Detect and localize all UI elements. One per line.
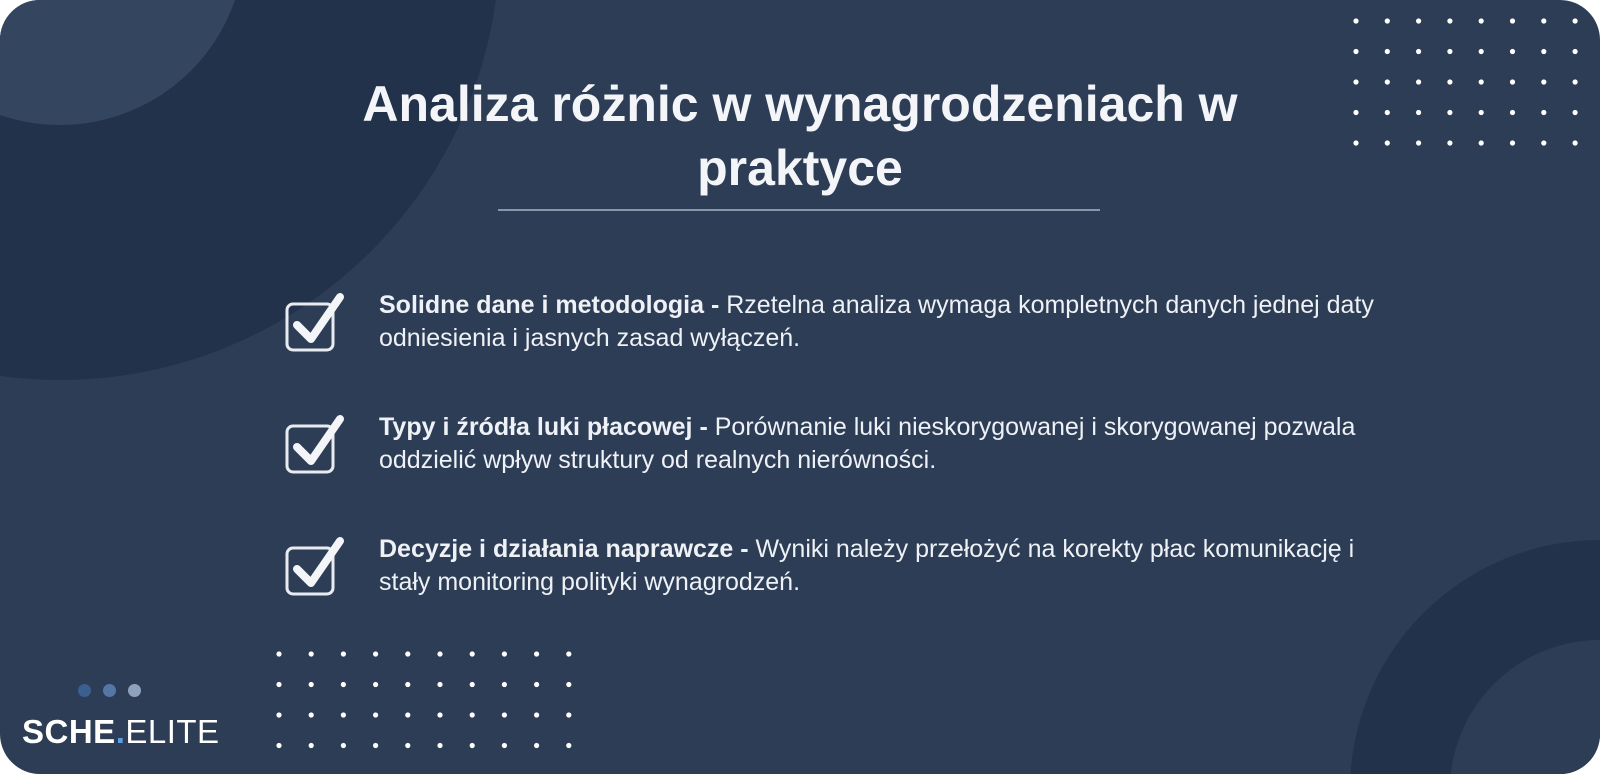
decor-dot: [341, 743, 346, 748]
logo-text-primary: SCHE: [22, 713, 116, 750]
logo-text-dot: .: [115, 713, 126, 750]
checklist-item-text: [379, 533, 1379, 599]
decor-dot: [1385, 18, 1390, 23]
decor-dot: [1510, 110, 1515, 115]
decor-dot: [1510, 79, 1515, 84]
decor-dot: [309, 743, 314, 748]
decor-dot: [405, 712, 410, 717]
checkbox-check-icon: [284, 535, 348, 599]
decor-dot: [1541, 110, 1546, 115]
decor-dot: [276, 682, 281, 687]
decor-dot: [405, 743, 410, 748]
decor-dot: [1479, 49, 1484, 54]
decor-dot: [1510, 49, 1515, 54]
decor-dot: [1447, 18, 1452, 23]
decor-dot: [405, 682, 410, 687]
decor-dot: [1416, 140, 1421, 145]
decor-dot: [437, 651, 442, 656]
decor-dot: [502, 712, 507, 717]
dot-grid-top-right: [1353, 18, 1577, 145]
decor-dot: [1353, 49, 1358, 54]
decor-dot: [1447, 110, 1452, 115]
decor-dot: [437, 743, 442, 748]
decor-dot: [470, 651, 475, 656]
decor-dot: [534, 651, 539, 656]
decor-dot: [437, 712, 442, 717]
checklist-item-heading: Decyzje i działania naprawcze: [379, 535, 734, 563]
decor-dot: [502, 743, 507, 748]
decor-dot: [566, 743, 571, 748]
decor-dot: [502, 682, 507, 687]
decor-dot: [373, 651, 378, 656]
decor-dot: [1541, 18, 1546, 23]
decor-dot: [1353, 140, 1358, 145]
logo-text-secondary: ELITE: [125, 713, 220, 750]
decor-dot: [437, 682, 442, 687]
checklist-item-heading: Typy i źródła luki płacowej: [379, 413, 693, 441]
checklist-item: [284, 289, 1384, 359]
decor-dot: [1479, 110, 1484, 115]
decor-dot: [1573, 140, 1578, 145]
decor-dot: [1447, 79, 1452, 84]
decor-dot: [534, 712, 539, 717]
decor-dot: [1541, 79, 1546, 84]
decor-dot: [1416, 18, 1421, 23]
decor-dot: [1479, 140, 1484, 145]
decor-dot: [309, 712, 314, 717]
decor-dot: [1447, 140, 1452, 145]
decor-dot: [1385, 140, 1390, 145]
checklist-item-text: [379, 289, 1379, 355]
decor-dot: [1416, 49, 1421, 54]
decor-dot: [405, 651, 410, 656]
decor-dot: [341, 651, 346, 656]
decor-dot: [309, 651, 314, 656]
checklist-item-separator: -: [704, 291, 727, 319]
checklist-item-heading: Solidne dane i metodologia: [379, 291, 705, 319]
decor-dot: [373, 743, 378, 748]
checkbox-check-icon: [284, 413, 348, 477]
decor-dot: [1353, 79, 1358, 84]
page-title: Analiza różnic w wynagrodzeniach w praktyce: [362, 76, 1238, 196]
decor-dot: [276, 743, 281, 748]
title-divider: [498, 209, 1100, 211]
decor-dot: [1416, 79, 1421, 84]
decor-dot: [276, 712, 281, 717]
checklist-item-separator: -: [733, 535, 756, 563]
decor-dot: [534, 743, 539, 748]
logo-dot: [103, 684, 116, 697]
decor-dot: [1479, 79, 1484, 84]
decor-dot: [373, 712, 378, 717]
decor-dot: [1385, 49, 1390, 54]
decor-dot: [1385, 79, 1390, 84]
decor-dot: [1573, 110, 1578, 115]
decor-dot: [1353, 110, 1358, 115]
decor-dot: [502, 651, 507, 656]
checklist-item: [284, 411, 1384, 481]
logo-dot: [128, 684, 141, 697]
checklist-item-body: Rzetelna analiza wymaga kompletnych danych jednej daty odniesienia i jasnych zasad wyłączeń.: [379, 291, 1374, 352]
decor-dot: [276, 651, 281, 656]
decor-dot: [470, 712, 475, 717]
checklist-item-text: [379, 411, 1379, 477]
decor-dot: [1353, 18, 1358, 23]
decor-dot: [534, 682, 539, 687]
decor-dot: [566, 651, 571, 656]
checklist-item: [284, 533, 1384, 603]
decor-dot: [470, 743, 475, 748]
checklist-item-body: Wyniki należy przełożyć na korekty płac komunikację i stały monitoring polityki wynagrodzeń.: [379, 535, 1355, 596]
decor-dot: [1416, 110, 1421, 115]
decor-dot: [1479, 18, 1484, 23]
decor-dot: [1573, 18, 1578, 23]
decor-dot: [1573, 79, 1578, 84]
dot-grid-bottom: [276, 651, 571, 748]
decor-dot: [1385, 110, 1390, 115]
decor-dot: [470, 682, 475, 687]
decor-dot: [566, 682, 571, 687]
decor-dot: [1541, 140, 1546, 145]
decor-dot: [566, 712, 571, 717]
decor-dot: [341, 712, 346, 717]
decor-dot: [1447, 49, 1452, 54]
checkbox-check-icon: [284, 291, 348, 355]
decor-dot: [1510, 18, 1515, 23]
logo-dot: [78, 684, 91, 697]
decor-dot: [1573, 49, 1578, 54]
decor-dot: [309, 682, 314, 687]
checklist-item-body: Porównanie luki nieskorygowanej i skorygowanej pozwala oddzielić wpływ struktury od realnych nierówności.: [379, 413, 1356, 474]
decor-dot: [373, 682, 378, 687]
decor-dot: [341, 682, 346, 687]
brand-logo: [22, 712, 220, 752]
decor-dot: [1541, 49, 1546, 54]
decor-dot: [1510, 140, 1515, 145]
checklist-item-separator: -: [692, 413, 715, 441]
